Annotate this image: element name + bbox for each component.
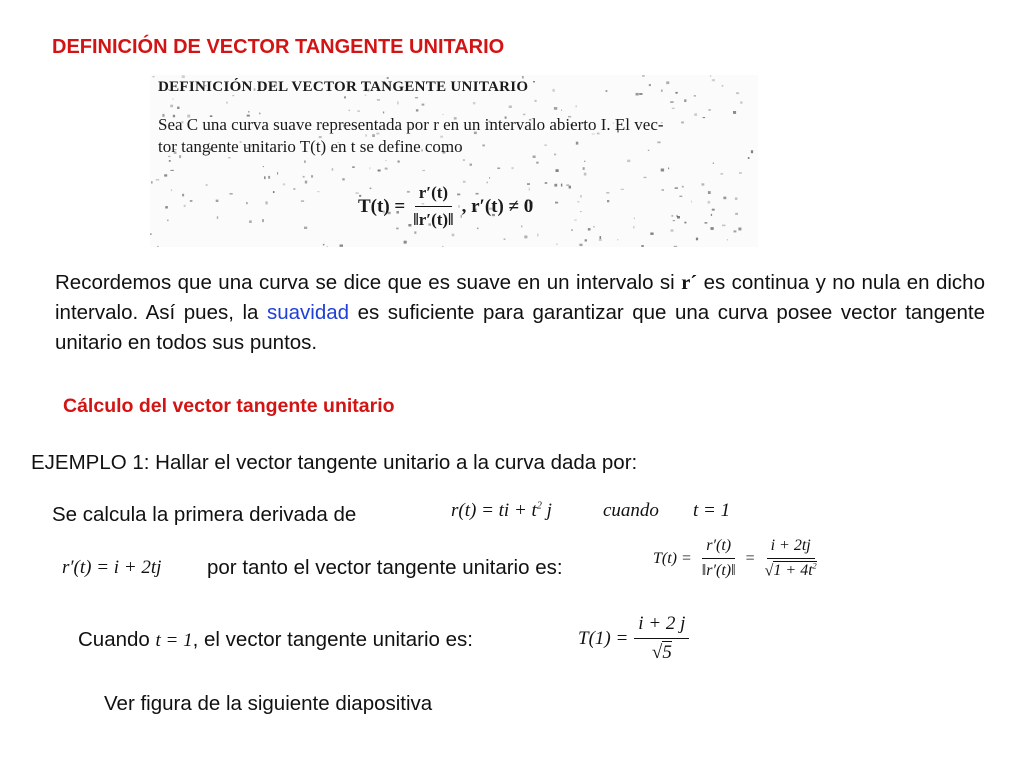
scan-speck (733, 111, 736, 114)
scan-speck (676, 215, 678, 217)
scan-speck (576, 105, 577, 107)
scan-speck (511, 167, 513, 169)
scan-speck (584, 173, 587, 176)
scan-speck (639, 93, 642, 95)
scan-speck (734, 230, 737, 232)
scan-speck (385, 160, 386, 161)
scan-speck (265, 201, 267, 204)
scan-speck (648, 150, 650, 151)
scan-speck (684, 99, 686, 102)
scan-speck (524, 236, 527, 239)
scan-speck (463, 159, 465, 160)
next-slide-note: Ver figura de la siguiente diapositiva (104, 692, 433, 715)
scan-speck (228, 157, 230, 158)
scan-speck (422, 104, 425, 106)
example-statement: EJEMPLO 1: Hallar el vector tangente unitario a la curva dada por: (31, 451, 638, 474)
scan-speck (248, 111, 249, 113)
when-line (78, 628, 473, 652)
scan-speck (606, 90, 608, 92)
scan-speck (404, 241, 407, 244)
scan-speck (607, 200, 609, 202)
tangent-denominator-1: ‖r′(t)‖ (701, 562, 736, 580)
result-denominator (648, 639, 676, 664)
scan-speck (576, 142, 579, 145)
scan-speck (702, 183, 705, 185)
scan-speck (497, 168, 500, 169)
scan-speck (415, 97, 418, 98)
scan-line-1: Sea C una curva suave representada por r en un intervalo abierto I. El vec- (158, 115, 664, 134)
scan-speck (216, 200, 219, 202)
scan-speck (694, 95, 696, 96)
when-text-2: , el vector tangente unitario es: (192, 628, 473, 651)
section-subheading: Cálculo del vector tangente unitario (63, 395, 395, 417)
scan-speck (509, 106, 512, 109)
scan-speck (574, 220, 577, 221)
scan-speck (580, 211, 581, 212)
scan-speck (304, 160, 306, 163)
scan-speck (398, 161, 400, 163)
scan-speck (671, 230, 674, 232)
scan-speck (708, 191, 711, 194)
result-numerator: i + 2 j (634, 613, 689, 639)
scan-speck (264, 176, 266, 179)
scan-speck (533, 156, 536, 159)
scan-speck (617, 239, 618, 240)
scan-speck (712, 79, 715, 81)
scan-speck (482, 145, 485, 147)
scan-speck (171, 189, 172, 191)
scan-speck (504, 239, 506, 240)
scan-speck (694, 113, 697, 116)
scan-speck (679, 196, 682, 197)
scan-speck (554, 154, 556, 156)
scan-speck (606, 192, 609, 193)
scan-speck (283, 183, 285, 185)
scan-speck (713, 163, 714, 164)
scan-speck (544, 145, 547, 146)
scan-speck (738, 228, 741, 231)
scan-speck (712, 209, 715, 211)
scan-speck (169, 160, 171, 162)
scan-speck (177, 107, 179, 109)
scan-speck (414, 231, 416, 233)
scan-speck (304, 227, 307, 229)
scan-speck (170, 105, 173, 108)
scan-speck (452, 234, 455, 237)
scan-speck (378, 170, 381, 172)
scan-speck (357, 111, 360, 112)
scan-formula (358, 183, 533, 230)
scan-speck (383, 112, 384, 114)
tangent-denominator-2 (761, 559, 821, 580)
scan-speck (705, 222, 708, 224)
scan-speck (682, 186, 684, 188)
when-condition: t = 1 (155, 630, 193, 651)
scan-speck (301, 200, 304, 202)
tangent-denominator-2-exponent: 2 (812, 562, 817, 571)
scan-speck (675, 92, 677, 94)
scan-speck (708, 109, 711, 110)
derivative-result: r′(t) = i + 2tj (62, 557, 162, 578)
scan-speck (723, 197, 726, 200)
derivative-line (52, 503, 356, 527)
scan-speck (721, 173, 724, 174)
scan-speck (684, 222, 686, 224)
scan-speck (735, 213, 738, 215)
scan-speck (377, 99, 380, 100)
scan-speck (167, 220, 168, 222)
scan-speck (711, 227, 714, 230)
scan-speck (164, 174, 167, 176)
scan-speck (352, 166, 355, 168)
scan-speck (217, 216, 218, 219)
scan-speck (599, 239, 602, 240)
scanned-definition-image (150, 75, 758, 247)
scan-speck (584, 161, 585, 162)
tangent-equals: = (745, 549, 755, 567)
scan-speck (442, 246, 443, 247)
scan-speck (691, 201, 692, 203)
scan-speck (703, 117, 706, 118)
tangent-numerator-1: r′(t) (702, 537, 735, 559)
scan-speck (634, 218, 635, 220)
scan-speck (332, 168, 334, 170)
scan-speck (566, 184, 569, 186)
paragraph-highlight-suavidad: suavidad (266, 301, 350, 324)
paragraph-part-3: es suficiente para garantizar que una curva posee vector tangente unitario en todos sus puntos. (55, 301, 985, 354)
scan-speck (171, 170, 174, 171)
scan-speck (674, 246, 677, 247)
scan-speck (672, 108, 675, 109)
suavidad-paragraph (55, 268, 985, 358)
scan-speck (552, 89, 554, 92)
scan-speck (173, 98, 174, 99)
scan-speck (536, 162, 538, 164)
scan-speck (735, 197, 738, 200)
scan-speck (673, 220, 676, 221)
tangent-formula-lhs: T(t) = (653, 549, 692, 567)
scan-speck (561, 184, 562, 187)
scan-speck (262, 219, 264, 222)
scan-speck (268, 176, 270, 179)
scan-speck (340, 245, 344, 247)
scan-speck (533, 81, 535, 82)
scan-speck (317, 191, 319, 192)
curve-equation (451, 500, 552, 522)
scan-speck (303, 176, 305, 178)
scan-formula-condition: , r′(t) ≠ 0 (461, 195, 534, 217)
scan-speck (748, 157, 750, 159)
scan-speck (739, 172, 742, 174)
scan-speck (535, 100, 537, 102)
scan-speck (293, 188, 295, 189)
scan-speck (675, 187, 678, 189)
scan-speck (649, 84, 651, 86)
scan-speck (184, 205, 186, 207)
scan-speck (722, 85, 724, 86)
scan-speck (369, 167, 370, 169)
scan-speck (156, 179, 159, 180)
sqrt-sign: √ (764, 562, 774, 580)
scan-speck (722, 225, 725, 227)
curve-equation-body: r(t) = ti + t (451, 500, 537, 521)
scan-speck (263, 166, 264, 167)
scan-speck (681, 122, 684, 124)
scan-speck (182, 75, 185, 78)
scan-speck (636, 93, 639, 96)
scan-speck (662, 189, 665, 191)
scan-speck (661, 90, 663, 92)
scan-speck (157, 246, 159, 247)
scan-speck (641, 245, 644, 247)
scan-speck (588, 228, 591, 230)
scan-speck (561, 110, 562, 111)
scan-speck (696, 238, 698, 241)
scan-speck (593, 226, 594, 228)
scan-speck (577, 201, 580, 202)
scan-speck (165, 206, 168, 208)
sqrt-sign-result: √ (651, 642, 663, 663)
scan-speck (273, 191, 275, 193)
scan-speck (305, 181, 307, 184)
scan-speck (246, 202, 248, 204)
scan-speck (633, 226, 634, 229)
scan-speck (711, 214, 712, 216)
tangent-denominator-2-inner: 1 + 4t (773, 562, 813, 580)
scan-speck (627, 160, 630, 162)
scan-speck (644, 177, 647, 178)
paragraph-part-2: es continua y no nula en dicho intervalo. Así pues, la (55, 271, 985, 324)
scan-speck (583, 167, 585, 170)
scan-formula-lhs: T(t) = (358, 195, 406, 217)
scan-speck (740, 101, 742, 103)
condition-value: t = 1 (693, 500, 731, 521)
scan-speck (671, 215, 673, 217)
scan-speck (416, 109, 419, 111)
tangent-numerator-2: i + 2tj (767, 537, 815, 559)
scan-speck (473, 102, 476, 104)
scan-speck (661, 169, 664, 172)
scan-speck (668, 168, 669, 170)
scan-speck (385, 168, 388, 170)
scan-speck (556, 169, 559, 172)
scan-speck (585, 239, 587, 241)
scan-speck (327, 246, 328, 247)
scan-speck (226, 102, 227, 104)
scan-speck (642, 75, 645, 77)
scan-speck (571, 229, 572, 230)
scan-speck (342, 178, 344, 180)
paragraph-r-prime: r´ (681, 272, 698, 294)
scan-speck (153, 76, 155, 77)
scan-line-2: tor tangente unitario T(t) en t se define como (158, 137, 463, 156)
scan-speck (657, 142, 660, 144)
scan-speck (727, 239, 728, 240)
scan-speck (670, 101, 673, 103)
scan-speck (554, 184, 557, 187)
scan-speck (150, 233, 152, 234)
when-text-1: Cuando (78, 628, 150, 651)
scan-speck (277, 172, 278, 175)
scan-speck (580, 195, 581, 197)
scan-speck (600, 236, 602, 239)
scan-speck (489, 177, 490, 178)
tangent-text: por tanto el vector tangente unitario es: (207, 556, 563, 579)
scan-speck (397, 101, 398, 104)
curve-equation-tail: j (541, 500, 552, 521)
scan-speck (537, 234, 538, 237)
scan-title: DEFINICIÓN DEL VECTOR TANGENTE UNITARIO (158, 79, 529, 95)
scan-formula-denominator: ‖r′(t)‖ (413, 210, 454, 229)
tangent-formula (653, 537, 821, 580)
scan-speck (751, 150, 753, 153)
scan-speck (349, 110, 350, 111)
scan-speck (545, 182, 548, 184)
scan-speck (708, 201, 711, 204)
scan-speck (249, 220, 252, 223)
condition-word: cuando (603, 500, 659, 521)
result-lhs: T(1) = (578, 627, 629, 649)
scan-speck (569, 186, 571, 189)
scan-speck (736, 92, 739, 94)
scan-speck (230, 193, 233, 194)
scan-speck (422, 170, 425, 171)
unit-tangent-result (578, 613, 689, 664)
result-denominator-value: 5 (662, 642, 672, 663)
curve-equation-exponent: 2 (536, 500, 542, 512)
scan-speck (556, 244, 558, 245)
scan-speck (650, 233, 653, 235)
scan-speck (151, 181, 153, 184)
scan-speck (579, 244, 582, 246)
scan-speck (311, 175, 313, 177)
scan-speck (710, 75, 711, 77)
scan-speck (555, 202, 558, 204)
scan-speck (344, 96, 346, 98)
derivative-text: Se calcula la primera derivada de (52, 503, 357, 526)
scan-speck (554, 107, 557, 110)
scan-speck (470, 164, 473, 166)
scan-speck (182, 194, 184, 197)
scan-speck (206, 184, 208, 186)
scan-speck (323, 244, 325, 246)
scan-speck (666, 81, 669, 84)
scan-speck (621, 189, 624, 190)
paragraph-part-1: Recordemos que una curva se dice que es suave en un intervalo si (55, 271, 682, 294)
scan-speck (190, 200, 193, 202)
scan-formula-numerator: r′(t) (415, 183, 452, 207)
slide-title: DEFINICIÓN DE VECTOR TANGENTE UNITARIO (52, 36, 505, 58)
